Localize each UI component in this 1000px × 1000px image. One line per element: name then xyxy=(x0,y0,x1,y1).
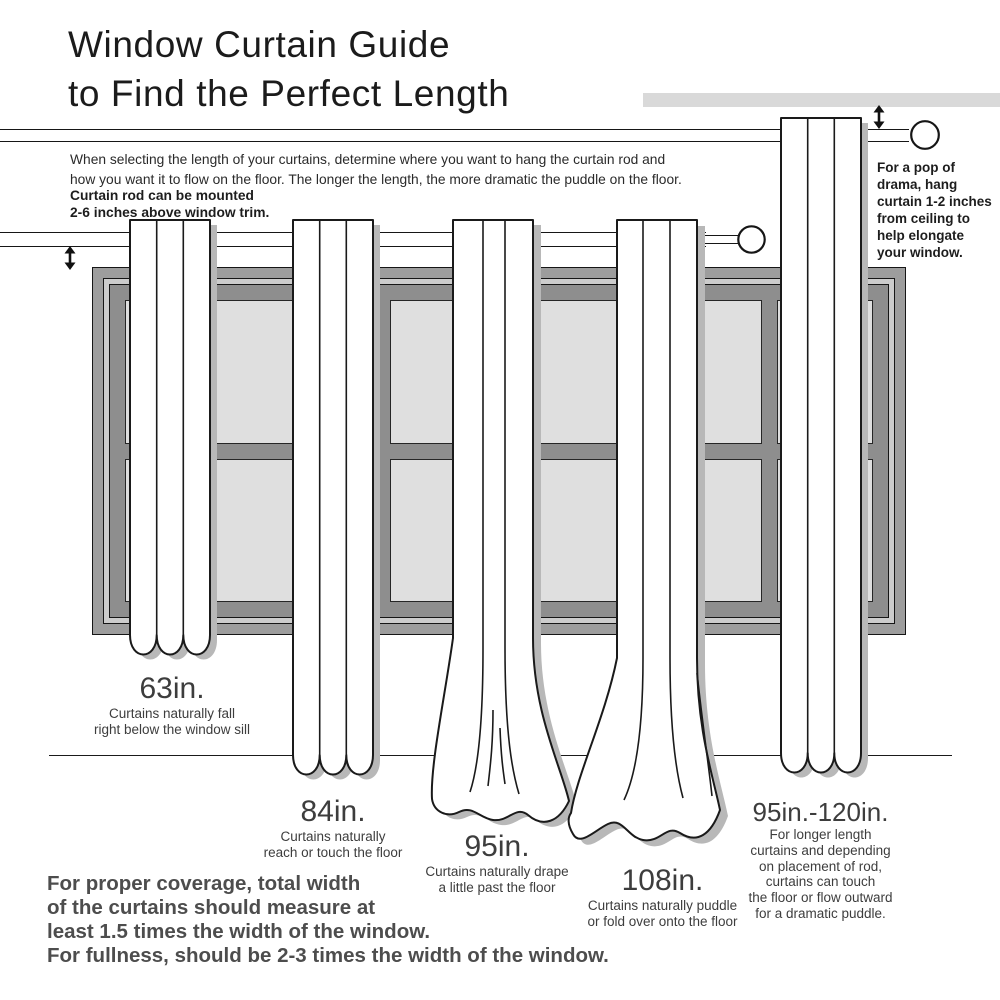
curtain-desc-line: reach or touch the floor xyxy=(263,844,403,860)
intro-line: how you want it to flow on the floor. The longer the length, the more dramatic the puddle on the floor. xyxy=(70,171,682,187)
curtain-desc-line: curtains can touch xyxy=(765,874,876,890)
rod-note-line: Curtain rod can be mounted xyxy=(70,188,254,203)
curtain-63in-graphic xyxy=(122,218,226,670)
curtain-desc-line: right below the window sill xyxy=(93,721,251,737)
curtain-desc-line: a little past the floor xyxy=(438,879,556,895)
rod-note-line: 2-6 inches above window trim. xyxy=(70,205,270,220)
coverage-line: least 1.5 times the width of the window. xyxy=(47,920,431,943)
curtain-length-value: 95in. xyxy=(464,830,530,863)
coverage-note xyxy=(47,872,609,968)
intro-line: When selecting the length of your curtains, determine where you want to hang the curtain rod and xyxy=(70,152,666,167)
ceiling-note-line: your window. xyxy=(877,245,963,260)
ceiling-note-line: drama, hang xyxy=(877,177,958,192)
ceiling-note-line: from ceiling to xyxy=(877,211,971,226)
curtain-desc-line: Curtains naturally drape xyxy=(425,864,569,879)
window-rod-finial-icon xyxy=(736,224,767,255)
ceiling-note-line: help elongate xyxy=(877,228,965,243)
curtain-length-value: 108in. xyxy=(621,864,704,897)
intro-text xyxy=(70,150,682,189)
coverage-line: of the curtains should measure at xyxy=(47,896,376,919)
curtain-desc-line: Curtains naturally fall xyxy=(108,706,236,721)
curtain-desc-line: or fold over onto the floor xyxy=(587,913,738,929)
ceiling-bar xyxy=(643,93,1000,107)
coverage-line: For fullness, should be 2-3 times the width of the window. xyxy=(47,944,609,967)
curtain-length-value: 95in.-120in. xyxy=(752,797,889,827)
ceiling-rod-finial-icon xyxy=(909,119,941,151)
curtain-84in-graphic xyxy=(285,218,389,790)
rod-mounting-note xyxy=(70,187,269,221)
curtain-95-120in-graphic xyxy=(773,114,877,790)
page-title xyxy=(68,20,509,118)
curtain-desc-line: on placement of rod, xyxy=(758,858,883,874)
label-95-120in xyxy=(733,797,908,922)
rod-gap-arrow-icon xyxy=(60,246,80,270)
curtain-desc-line: Curtains naturally xyxy=(280,829,386,844)
curtain-desc-line: For longer length xyxy=(769,827,872,842)
ceiling-hang-note xyxy=(877,159,992,261)
ceiling-note-line: For a pop of xyxy=(877,160,955,175)
coverage-line: For proper coverage, total width xyxy=(47,872,361,895)
curtain-desc-line: curtains and depending xyxy=(750,842,891,858)
ceiling-gap-arrow-icon xyxy=(869,105,889,129)
title-line: to Find the Perfect Length xyxy=(68,73,510,114)
label-84in xyxy=(243,795,423,861)
curtain-desc-line: the floor or flow outward xyxy=(748,890,893,906)
ceiling-note-line: curtain 1-2 inches xyxy=(877,194,992,209)
curtain-108in-graphic xyxy=(560,218,735,873)
curtain-desc-line: for a dramatic puddle. xyxy=(755,905,886,921)
label-63in xyxy=(77,672,267,738)
curtain-length-value: 63in. xyxy=(139,672,205,705)
title-line: Window Curtain Guide xyxy=(68,24,451,65)
curtain-length-value: 84in. xyxy=(300,795,366,828)
curtain-desc-line: Curtains naturally puddle xyxy=(587,898,738,913)
